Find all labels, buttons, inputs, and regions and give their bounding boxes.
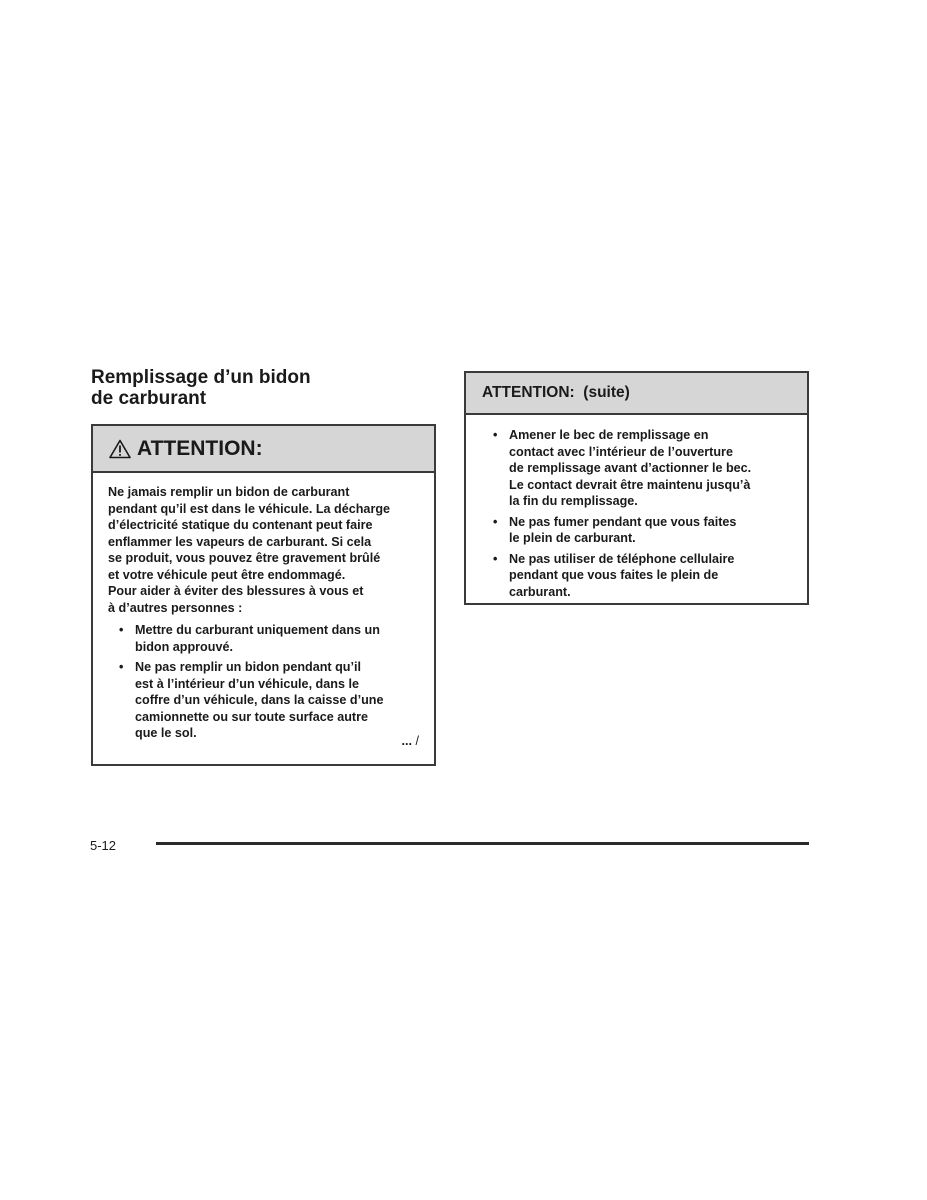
bullet-line: Ne pas utiliser de téléphone cellulaire bbox=[509, 551, 735, 566]
bullet-line: Ne pas fumer pendant que vous faites bbox=[509, 514, 737, 529]
intro-line: et votre véhicule peut être endommagé. bbox=[108, 567, 346, 582]
attention-continued-body bbox=[466, 415, 807, 600]
intro-line: pendant qu’il est dans le véhicule. La décharge bbox=[108, 501, 391, 516]
attention-header bbox=[93, 426, 434, 473]
bullet-dot-icon: • bbox=[493, 428, 498, 442]
bullet-line: est à l’intérieur d’un véhicule, dans le bbox=[135, 676, 359, 691]
bullet-dot-icon: • bbox=[119, 623, 124, 637]
bullet-line: que le sol. bbox=[135, 726, 197, 740]
bullet-line: le plein de carburant. bbox=[509, 531, 636, 545]
bullet-dot-icon: • bbox=[493, 551, 498, 566]
section-title bbox=[91, 367, 411, 409]
bullet-line: la fin du remplissage. bbox=[509, 494, 638, 508]
page-number: 5-12 bbox=[90, 838, 117, 853]
section-title-line-2: de carburant bbox=[91, 388, 207, 409]
bullet-line: Amener le bec de remplissage en bbox=[509, 428, 709, 442]
bullet-line: camionnette ou sur toute surface autre bbox=[135, 709, 369, 724]
bullet-line: carburant. bbox=[509, 584, 571, 599]
bullet-line: Mettre du carburant uniquement dans un bbox=[135, 623, 380, 637]
section-title-line-1: Remplissage d’un bidon bbox=[91, 367, 311, 388]
continued-ellipsis: ... bbox=[401, 734, 412, 748]
bullet-line: coffre d’un véhicule, dans la caisse d’une bbox=[135, 693, 384, 707]
attention-intro bbox=[108, 484, 420, 616]
attention-body bbox=[93, 473, 434, 742]
intro-line: se produit, vous pouvez être gravement brûlé bbox=[108, 551, 381, 565]
bullet-dot-icon: • bbox=[119, 660, 124, 674]
attention-bullet-list bbox=[108, 622, 420, 742]
list-item bbox=[493, 551, 793, 601]
bullet-line: pendant que vous faites le plein de bbox=[509, 568, 719, 582]
bullet-line: Le contact devrait être maintenu jusqu’à bbox=[509, 477, 751, 492]
footer-rule bbox=[156, 842, 809, 845]
continued-slash: / bbox=[415, 734, 419, 748]
intro-line: d’électricité statique du contenant peut faire bbox=[108, 518, 373, 532]
list-item bbox=[119, 659, 420, 742]
intro-line: à d’autres personnes : bbox=[108, 600, 243, 615]
intro-line: Ne jamais remplir un bidon de carburant bbox=[108, 485, 350, 499]
bullet-dot-icon: • bbox=[493, 514, 498, 529]
bullet-line: bidon approuvé. bbox=[135, 639, 233, 654]
warning-triangle-icon bbox=[109, 439, 131, 459]
bullet-line: contact avec l’intérieur de l’ouverture bbox=[509, 444, 733, 459]
intro-line: enflammer les vapeurs de carburant. Si cela bbox=[108, 534, 372, 549]
bullet-line: de remplissage avant d’actionner le bec. bbox=[509, 461, 752, 475]
attention-box bbox=[91, 424, 436, 766]
intro-line: Pour aider à éviter des blessures à vous et bbox=[108, 584, 364, 598]
attention-continued-header bbox=[466, 373, 807, 415]
attention-header-label: ATTENTION: bbox=[137, 436, 263, 460]
attention-continued-header-label: ATTENTION: (suite) bbox=[482, 384, 630, 401]
list-item bbox=[119, 622, 420, 655]
list-item bbox=[493, 427, 793, 510]
list-item bbox=[493, 514, 793, 547]
continued-marker bbox=[402, 734, 420, 748]
attention-continued-bullet-list bbox=[482, 427, 793, 600]
attention-continued-box bbox=[464, 371, 809, 605]
bullet-line: Ne pas remplir un bidon pendant qu’il bbox=[135, 660, 361, 674]
